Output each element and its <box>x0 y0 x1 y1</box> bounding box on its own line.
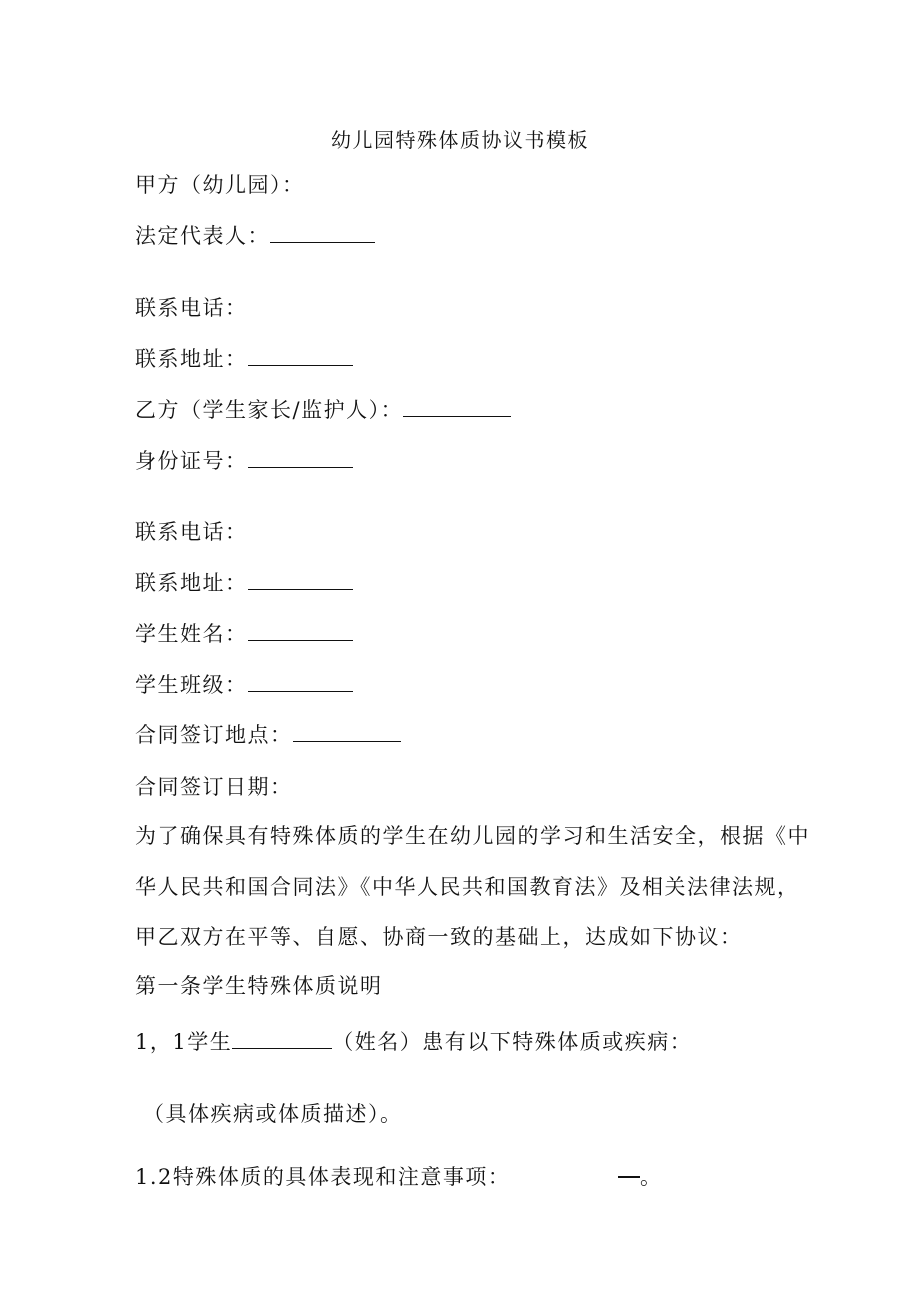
contact-phone-a-label: 联系电话： <box>135 296 248 320</box>
party-b-blank <box>403 396 511 417</box>
party-a-line <box>135 171 305 199</box>
id-number-label: 身份证号： <box>135 449 248 473</box>
intro-paragraph-line-2: 华人民共和国合同法》《中华人民共和国教育法》及相关法律法规， <box>135 875 800 899</box>
clause-1-2-text: 1.2特殊体质的具体表现和注意事项： <box>135 1165 511 1189</box>
article-1-heading: 第一条学生特殊体质说明 <box>135 974 383 998</box>
student-class-line <box>135 671 353 699</box>
party-b-label: 乙方（学生家长/监护人）： <box>135 398 404 422</box>
contact-phone-b-line <box>135 518 248 546</box>
sign-date-label: 合同签订日期： <box>135 775 293 799</box>
sign-place-label: 合同签订地点： <box>135 723 293 747</box>
clause-1-1-prefix: 1，1学生 <box>135 1030 233 1054</box>
dash-mark <box>618 1176 640 1178</box>
legal-rep-label: 法定代表人： <box>135 224 270 248</box>
student-class-blank <box>248 671 353 692</box>
legal-rep-line <box>135 222 375 250</box>
clause-1-1-name-blank <box>232 1028 332 1049</box>
contact-phone-b-label: 联系电话： <box>135 520 248 544</box>
intro-paragraph-line-1: 为了确保具有特殊体质的学生在幼儿园的学习和生活安全，根据《中 <box>135 824 810 848</box>
student-name-label: 学生姓名： <box>135 622 248 646</box>
contact-address-a-label: 联系地址： <box>135 347 248 371</box>
clause-1-2-end-period: 。 <box>640 1165 661 1189</box>
party-a-label: 甲方（幼儿园）： <box>135 173 305 197</box>
sign-place-line <box>135 721 401 749</box>
contact-phone-a-line <box>135 294 248 322</box>
clause-1-2-end <box>618 1163 661 1191</box>
student-name-blank <box>248 620 353 641</box>
contact-address-b-blank <box>248 569 353 590</box>
intro-paragraph-line-3: 甲乙双方在平等、自愿、协商一致的基础上，达成如下协议： <box>135 925 743 949</box>
contact-address-b-line <box>135 569 353 597</box>
party-b-line <box>135 396 511 424</box>
clause-1-2-line <box>135 1163 510 1191</box>
sign-date-line <box>135 773 293 801</box>
student-class-label: 学生班级： <box>135 673 248 697</box>
document-title: 幼儿园特殊体质协议书模板 <box>331 128 589 152</box>
clause-1-1-suffix: （姓名）患有以下特殊体质或疾病： <box>332 1030 693 1054</box>
id-number-blank <box>248 447 353 468</box>
clause-1-1-line <box>135 1028 692 1056</box>
sign-place-blank <box>293 721 401 742</box>
contact-address-b-label: 联系地址： <box>135 571 248 595</box>
contact-address-a-blank <box>248 345 353 366</box>
legal-rep-blank <box>270 222 375 243</box>
id-number-line <box>135 447 353 475</box>
clause-1-1-detail: （具体疾病或体质描述）。 <box>143 1102 403 1126</box>
student-name-line <box>135 620 353 648</box>
contact-address-a-line <box>135 345 353 373</box>
